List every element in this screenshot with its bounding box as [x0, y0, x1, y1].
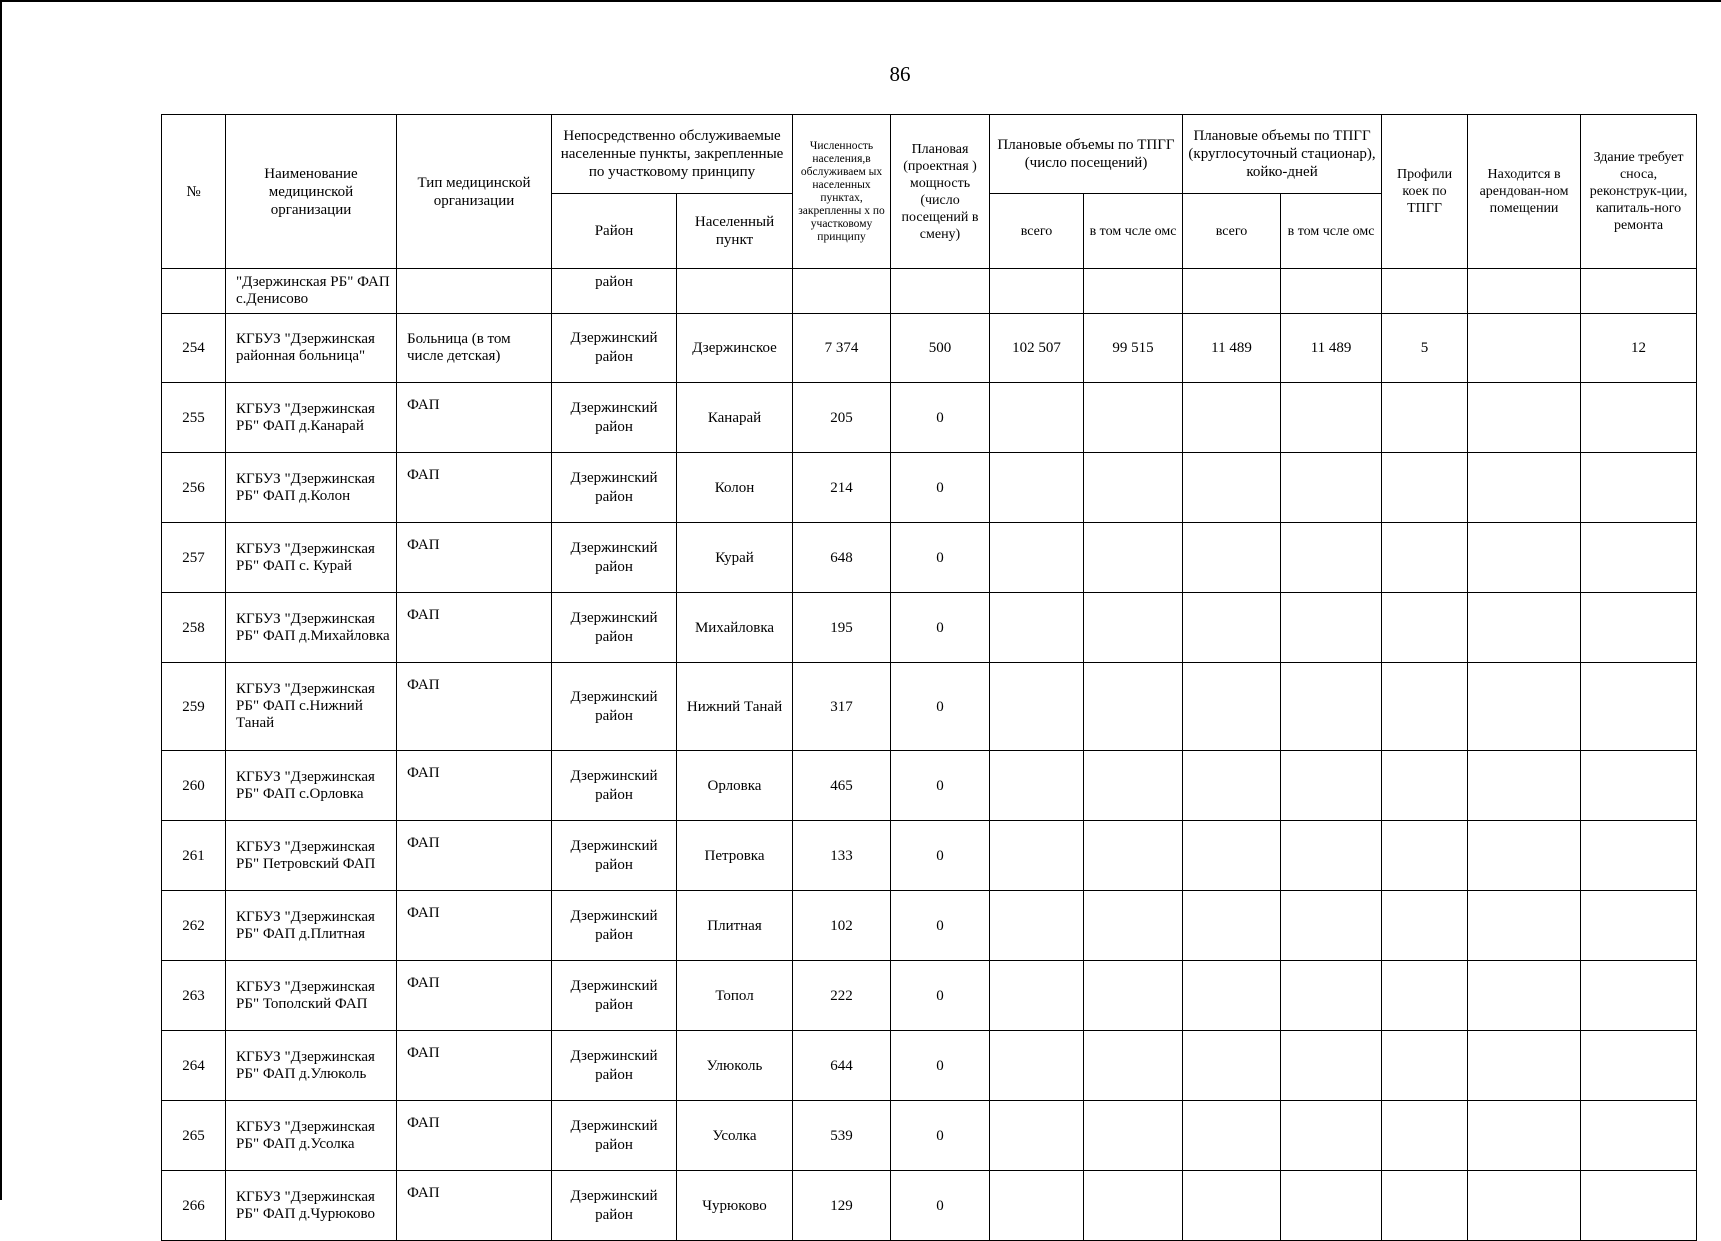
cell-capacity: 0 [891, 1101, 990, 1171]
cell-population: 129 [793, 1171, 891, 1241]
cell-org: КГБУЗ "Дзержинская РБ" ФАП с.Орловка [226, 751, 397, 821]
cell-visits-oms [1084, 453, 1183, 523]
cell-capacity: 0 [891, 663, 990, 751]
cell-settlement: Чурюково [677, 1171, 793, 1241]
table-row [162, 523, 1697, 593]
cell-num: 259 [162, 663, 226, 751]
medical-organizations-table [161, 114, 1697, 1241]
cell-beds-total [1183, 751, 1281, 821]
header-org: Наименование медицинской организации [226, 115, 397, 269]
cell-visits-oms [1084, 1171, 1183, 1241]
header-rented: Находится в арендован-ном помещении [1468, 115, 1581, 269]
page-number: 86 [889, 62, 911, 86]
cell-demolition [1581, 453, 1697, 523]
cell-capacity: 0 [891, 751, 990, 821]
cell-profiles [1382, 1101, 1468, 1171]
cell-beds-total [1183, 593, 1281, 663]
cell-num: 265 [162, 1101, 226, 1171]
cell-beds-total [1183, 1171, 1281, 1241]
cell-beds-oms [1281, 453, 1382, 523]
cell-visits-total [990, 663, 1084, 751]
cell-population [793, 269, 891, 314]
cell-rented [1468, 314, 1581, 383]
cell-capacity: 0 [891, 1031, 990, 1101]
cell-district: Дзержинский район [552, 383, 677, 453]
cell-num [162, 269, 226, 314]
cell-beds-oms [1281, 1171, 1382, 1241]
table-row [162, 663, 1697, 751]
cell-type: ФАП [397, 1101, 552, 1171]
cell-demolition [1581, 1101, 1697, 1171]
cell-district: Дзержинский район [552, 663, 677, 751]
cell-beds-oms [1281, 1101, 1382, 1171]
cell-type: ФАП [397, 891, 552, 961]
cell-type: ФАП [397, 523, 552, 593]
cell-num: 262 [162, 891, 226, 961]
cell-org: КГБУЗ "Дзержинская РБ" ФАП д.Канарай [226, 383, 397, 453]
cell-type: ФАП [397, 593, 552, 663]
cell-rented [1468, 593, 1581, 663]
cell-rented [1468, 821, 1581, 891]
cell-visits-oms [1084, 1101, 1183, 1171]
cell-visits-total [990, 523, 1084, 593]
cell-capacity: 0 [891, 383, 990, 453]
cell-visits-total [990, 891, 1084, 961]
table-row [162, 383, 1697, 453]
cell-profiles [1382, 383, 1468, 453]
cell-rented [1468, 751, 1581, 821]
cell-settlement: Нижний Танай [677, 663, 793, 751]
cell-population: 102 [793, 891, 891, 961]
cell-settlement: Михайловка [677, 593, 793, 663]
cell-num: 256 [162, 453, 226, 523]
cell-settlement: Улюколь [677, 1031, 793, 1101]
cell-beds-total [1183, 453, 1281, 523]
cell-demolition [1581, 1031, 1697, 1101]
table-row-continuation [162, 269, 1697, 314]
cell-settlement: Петровка [677, 821, 793, 891]
cell-capacity [891, 269, 990, 314]
cell-district: Дзержинский район [552, 961, 677, 1031]
cell-org: КГБУЗ "Дзержинская РБ" ФАП д.Колон [226, 453, 397, 523]
cell-beds-oms [1281, 821, 1382, 891]
cell-population: 205 [793, 383, 891, 453]
cell-org: КГБУЗ "Дзержинская РБ" ФАП с.Нижний Танай [226, 663, 397, 751]
cell-beds-total [1183, 383, 1281, 453]
table-body [162, 269, 1697, 1241]
cell-profiles: 5 [1382, 314, 1468, 383]
cell-capacity: 0 [891, 821, 990, 891]
table-row [162, 314, 1697, 383]
cell-visits-oms [1084, 383, 1183, 453]
cell-num: 257 [162, 523, 226, 593]
cell-district: Дзержинский район [552, 751, 677, 821]
cell-visits-total [990, 453, 1084, 523]
cell-visits-oms [1084, 523, 1183, 593]
header-served: Непосредственно обслуживаемые населенные пункты, закрепленные по участковому принципу [552, 115, 793, 194]
cell-demolition: 12 [1581, 314, 1697, 383]
cell-org: КГБУЗ "Дзержинская районная больница" [226, 314, 397, 383]
cell-num: 263 [162, 961, 226, 1031]
cell-population: 465 [793, 751, 891, 821]
cell-beds-oms [1281, 961, 1382, 1031]
cell-settlement: Колон [677, 453, 793, 523]
cell-demolition [1581, 523, 1697, 593]
cell-demolition [1581, 961, 1697, 1031]
cell-population: 539 [793, 1101, 891, 1171]
cell-demolition [1581, 751, 1697, 821]
cell-type: ФАП [397, 1031, 552, 1101]
cell-visits-total [990, 961, 1084, 1031]
cell-num: 258 [162, 593, 226, 663]
cell-num: 254 [162, 314, 226, 383]
cell-district: Дзержинский район [552, 1101, 677, 1171]
cell-num: 266 [162, 1171, 226, 1241]
table-row [162, 1171, 1697, 1241]
table-row [162, 593, 1697, 663]
cell-profiles [1382, 269, 1468, 314]
cell-beds-oms [1281, 1031, 1382, 1101]
cell-population: 195 [793, 593, 891, 663]
cell-settlement: Усолка [677, 1101, 793, 1171]
cell-beds-total [1183, 821, 1281, 891]
table-row [162, 751, 1697, 821]
cell-district: район [552, 269, 677, 314]
header-capacity: Плановая (проектная ) мощность (число посещений в смену) [891, 115, 990, 269]
cell-population: 214 [793, 453, 891, 523]
table-row [162, 1101, 1697, 1171]
cell-type: ФАП [397, 453, 552, 523]
cell-type [397, 269, 552, 314]
cell-visits-oms [1084, 1031, 1183, 1101]
cell-beds-total [1183, 523, 1281, 593]
cell-rented [1468, 1101, 1581, 1171]
cell-demolition [1581, 593, 1697, 663]
cell-beds-total [1183, 1101, 1281, 1171]
cell-type: ФАП [397, 383, 552, 453]
cell-rented [1468, 961, 1581, 1031]
cell-visits-oms [1084, 663, 1183, 751]
cell-district: Дзержинский район [552, 891, 677, 961]
cell-profiles [1382, 663, 1468, 751]
cell-settlement: Дзержинское [677, 314, 793, 383]
cell-demolition [1581, 1171, 1697, 1241]
cell-capacity: 500 [891, 314, 990, 383]
cell-num: 255 [162, 383, 226, 453]
header-visits-total: всего [990, 194, 1084, 269]
cell-type: ФАП [397, 663, 552, 751]
cell-district: Дзержинский район [552, 593, 677, 663]
cell-beds-oms [1281, 383, 1382, 453]
cell-beds-oms [1281, 663, 1382, 751]
cell-visits-oms [1084, 269, 1183, 314]
cell-profiles [1382, 523, 1468, 593]
cell-rented [1468, 453, 1581, 523]
header-visits: Плановые объемы по ТПГГ (число посещений) [990, 115, 1183, 194]
cell-settlement: Топол [677, 961, 793, 1031]
cell-district: Дзержинский район [552, 523, 677, 593]
cell-demolition [1581, 383, 1697, 453]
cell-org: "Дзержинская РБ" ФАП с.Денисово [226, 269, 397, 314]
cell-capacity: 0 [891, 891, 990, 961]
table-row [162, 891, 1697, 961]
cell-rented [1468, 523, 1581, 593]
cell-beds-oms [1281, 891, 1382, 961]
cell-population: 648 [793, 523, 891, 593]
cell-beds-oms [1281, 751, 1382, 821]
cell-demolition [1581, 891, 1697, 961]
cell-settlement: Канарай [677, 383, 793, 453]
cell-visits-total [990, 269, 1084, 314]
cell-num: 260 [162, 751, 226, 821]
cell-settlement [677, 269, 793, 314]
table-row [162, 961, 1697, 1031]
cell-beds-oms [1281, 269, 1382, 314]
cell-beds-total [1183, 1031, 1281, 1101]
cell-beds-total [1183, 961, 1281, 1031]
table-row [162, 1031, 1697, 1101]
cell-org: КГБУЗ "Дзержинская РБ" Петровский ФАП [226, 821, 397, 891]
cell-type: ФАП [397, 821, 552, 891]
cell-district: Дзержинский район [552, 821, 677, 891]
header-population: Численность населения,в обслуживаем ых населенных пунктах, закрепленны х по участковому принципу [793, 115, 891, 269]
header-demolition: Здание требует сноса, реконструк-ции, капиталь-ного ремонта [1581, 115, 1697, 269]
cell-type: ФАП [397, 961, 552, 1031]
cell-rented [1468, 1031, 1581, 1101]
cell-visits-total [990, 751, 1084, 821]
cell-org: КГБУЗ "Дзержинская РБ" ФАП д.Михайловка [226, 593, 397, 663]
cell-demolition [1581, 821, 1697, 891]
cell-visits-total [990, 821, 1084, 891]
cell-district: Дзержинский район [552, 453, 677, 523]
table-header [162, 115, 1697, 269]
cell-org: КГБУЗ "Дзержинская РБ" ФАП д.Улюколь [226, 1031, 397, 1101]
cell-population: 644 [793, 1031, 891, 1101]
cell-org: КГБУЗ "Дзержинская РБ" ФАП с. Курай [226, 523, 397, 593]
cell-population: 7 374 [793, 314, 891, 383]
cell-visits-oms [1084, 593, 1183, 663]
cell-rented [1468, 663, 1581, 751]
table-row [162, 453, 1697, 523]
cell-settlement: Курай [677, 523, 793, 593]
cell-type: ФАП [397, 1171, 552, 1241]
cell-rented [1468, 383, 1581, 453]
header-visits-oms: в том чсле омс [1084, 194, 1183, 269]
cell-num: 261 [162, 821, 226, 891]
cell-population: 222 [793, 961, 891, 1031]
cell-visits-total [990, 593, 1084, 663]
cell-capacity: 0 [891, 523, 990, 593]
cell-district: Дзержинский район [552, 314, 677, 383]
cell-beds-total [1183, 891, 1281, 961]
cell-demolition [1581, 663, 1697, 751]
cell-profiles [1382, 751, 1468, 821]
cell-beds-total: 11 489 [1183, 314, 1281, 383]
header-type: Тип медицинской организации [397, 115, 552, 269]
cell-rented [1468, 891, 1581, 961]
cell-profiles [1382, 961, 1468, 1031]
cell-capacity: 0 [891, 453, 990, 523]
cell-visits-total: 102 507 [990, 314, 1084, 383]
cell-type: ФАП [397, 751, 552, 821]
cell-visits-total [990, 383, 1084, 453]
cell-org: КГБУЗ "Дзержинская РБ" ФАП д.Чурюково [226, 1171, 397, 1241]
cell-org: КГБУЗ "Дзержинская РБ" ФАП д.Плитная [226, 891, 397, 961]
cell-visits-oms [1084, 961, 1183, 1031]
cell-profiles [1382, 593, 1468, 663]
header-beds-total: всего [1183, 194, 1281, 269]
cell-visits-total [990, 1101, 1084, 1171]
cell-settlement: Орловка [677, 751, 793, 821]
header-beds-oms: в том чсле омс [1281, 194, 1382, 269]
cell-rented [1468, 1171, 1581, 1241]
cell-population: 133 [793, 821, 891, 891]
header-settlement: Населенный пункт [677, 194, 793, 269]
table-row [162, 821, 1697, 891]
cell-type: Больница (в том числе детская) [397, 314, 552, 383]
cell-settlement: Плитная [677, 891, 793, 961]
cell-visits-oms [1084, 751, 1183, 821]
cell-org: КГБУЗ "Дзержинская РБ" ФАП д.Усолка [226, 1101, 397, 1171]
cell-profiles [1382, 453, 1468, 523]
cell-profiles [1382, 1031, 1468, 1101]
cell-district: Дзержинский район [552, 1171, 677, 1241]
cell-org: КГБУЗ "Дзержинская РБ" Тополский ФАП [226, 961, 397, 1031]
cell-beds-oms [1281, 593, 1382, 663]
cell-profiles [1382, 891, 1468, 961]
cell-visits-oms [1084, 891, 1183, 961]
cell-visits-oms: 99 515 [1084, 314, 1183, 383]
cell-beds-total [1183, 663, 1281, 751]
cell-rented [1468, 269, 1581, 314]
cell-capacity: 0 [891, 1171, 990, 1241]
cell-beds-total [1183, 269, 1281, 314]
cell-population: 317 [793, 663, 891, 751]
cell-capacity: 0 [891, 593, 990, 663]
cell-profiles [1382, 821, 1468, 891]
cell-visits-oms [1084, 821, 1183, 891]
header-beds: Плановые объемы по ТПГГ (круглосуточный стационар), койко-дней [1183, 115, 1382, 194]
header-profiles: Профили коек по ТПГГ [1382, 115, 1468, 269]
cell-profiles [1382, 1171, 1468, 1241]
cell-num: 264 [162, 1031, 226, 1101]
cell-visits-total [990, 1171, 1084, 1241]
cell-visits-total [990, 1031, 1084, 1101]
header-num: № [162, 115, 226, 269]
cell-demolition [1581, 269, 1697, 314]
header-district: Район [552, 194, 677, 269]
cell-beds-oms [1281, 523, 1382, 593]
cell-beds-oms: 11 489 [1281, 314, 1382, 383]
cell-district: Дзержинский район [552, 1031, 677, 1101]
cell-capacity: 0 [891, 961, 990, 1031]
